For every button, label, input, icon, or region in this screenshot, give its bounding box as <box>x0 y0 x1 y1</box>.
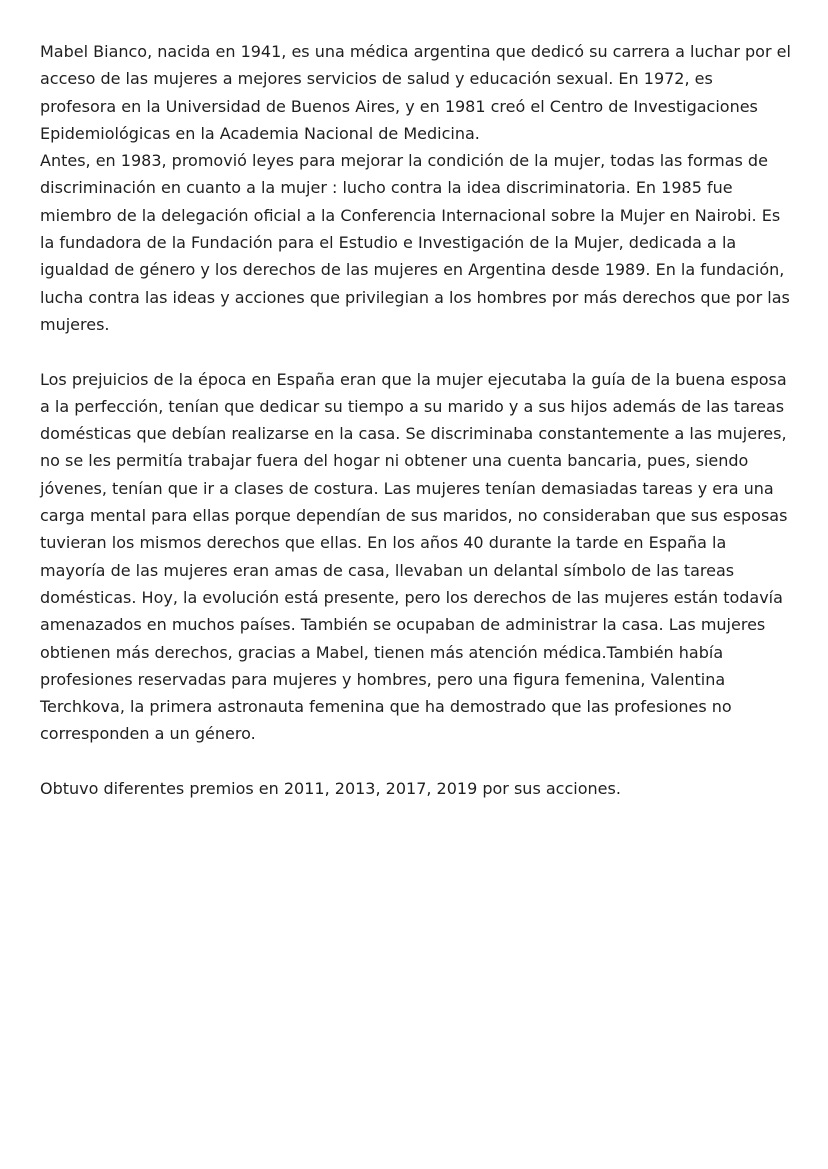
paragraph-biography-activism: Antes, en 1983, promovió leyes para mejorar la condición de la mujer, todas las formas de discriminación en cuanto a la mujer : lucho contra la idea discriminatoria. En 1985 fue miembro de la delegación oficial a la Conferencia Internacional sobre la Mujer en Nairobi. Es la fundadora de la Fundación para el Estudio e Investigación de la Mujer, dedicada a la igualdad de género y los derechos de las mujeres en Argentina desde 1989. En la fundación, lucha contra las ideas y acciones que privilegian a los hombres por más derechos que por las mujeres. <box>40 151 790 334</box>
paragraph-historical-context: Los prejuicios de la época en España eran que la mujer ejecutaba la guía de la buena esposa a la perfección, tenían que dedicar su tiempo a su marido y a sus hijos además de las tareas domésticas que debían realizarse en la casa. Se discriminaba constantemente a las mujeres, no se les permitía trabajar fuera del hogar ni obtener una cuenta bancaria, pues, siendo jóvenes, tenían que ir a clases de costura. Las mujeres tenían demasiadas tareas y era una carga mental para ellas porque dependían de sus maridos, no consideraban que sus esposas tuvieran los mismos derechos que ellas. En los años 40 durante la tarde en España la mayoría de las mujeres eran amas de casa, llevaban un delantal símbolo de las tareas domésticas. Hoy, la evolución está presente, pero los derechos de las mujeres están todavía amenazados en muchos países. También se ocupaban de administrar la casa. Las mujeres obtienen más derechos, gracias a Mabel, tienen más atención médica.También había profesiones reservadas para mujeres y hombres, pero una figura femenina, Valentina Terchkova, la primera astronauta femenina que ha demostrado que las profesiones no corresponden a un género. <box>40 369 788 744</box>
paragraph-spacer <box>40 748 792 775</box>
paragraph-awards: Obtuvo diferentes premios en 2011, 2013, 2017, 2019 por sus acciones. <box>40 779 621 799</box>
paragraph-biography-intro: Mabel Bianco, nacida en 1941, es una médica argentina que dedicó su carrera a luchar por el acceso de las mujeres a mejores servicios de salud y educación sexual. En 1972, es profesora en la Universidad de Buenos Aires, y en 1981 creó el Centro de Investigaciones Epidemiológicas en la Academia Nacional de Medicina. <box>40 42 791 143</box>
document-page <box>40 38 792 802</box>
paragraph-spacer <box>40 338 792 365</box>
